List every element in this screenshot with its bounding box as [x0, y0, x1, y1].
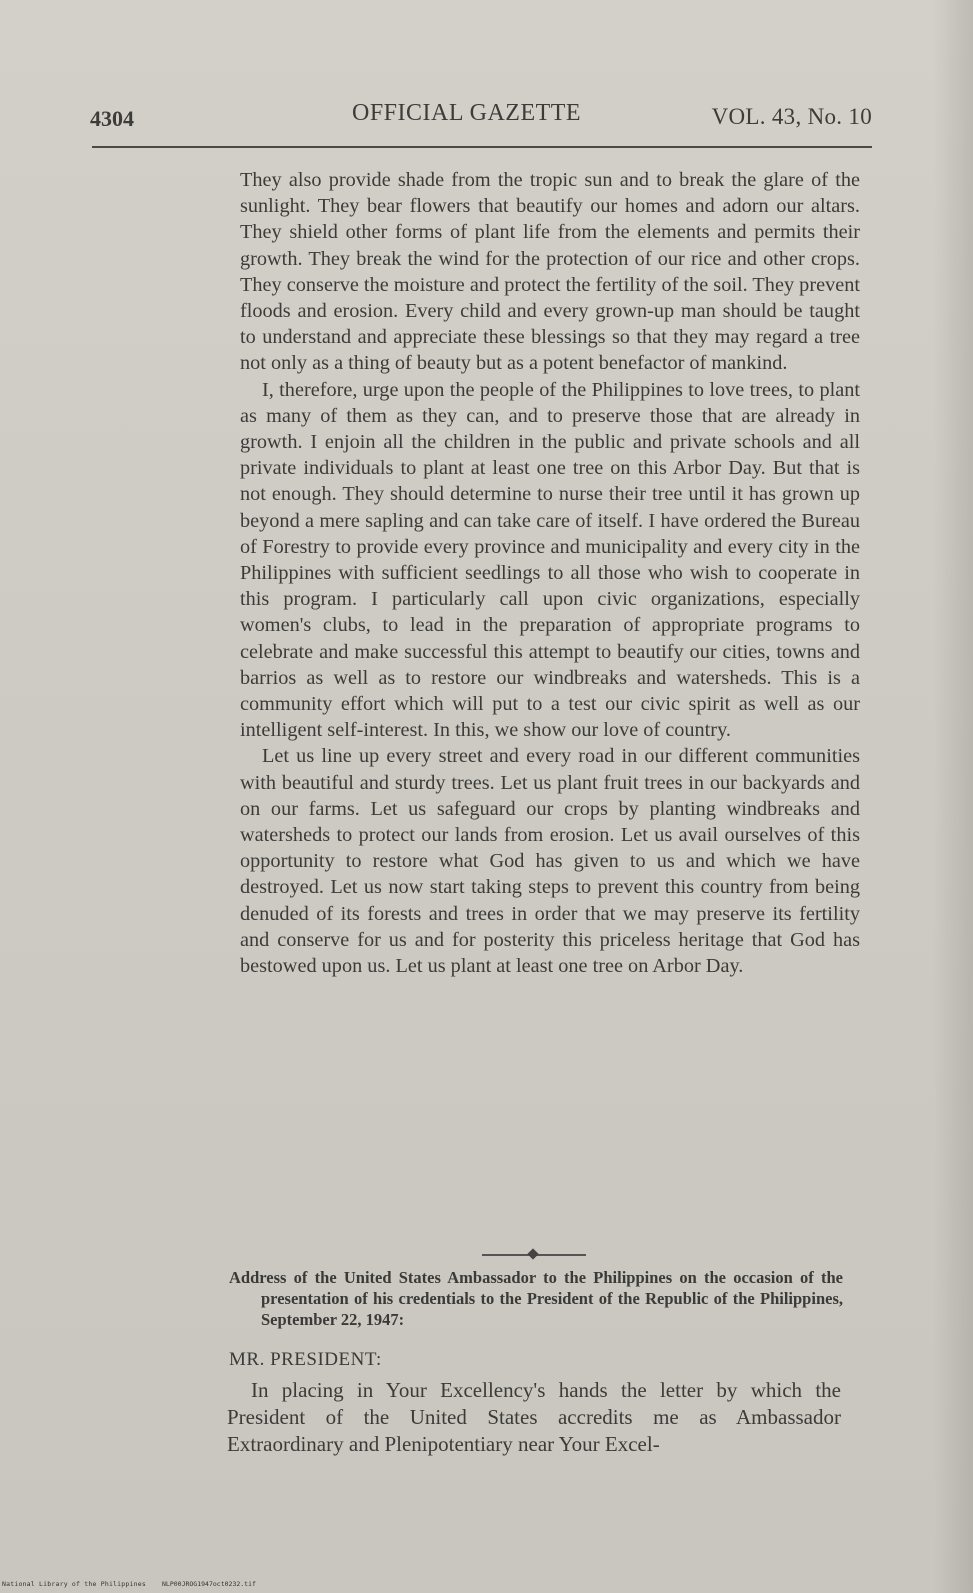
salutation: MR. PRESIDENT:	[229, 1349, 382, 1370]
address-opening-paragraph: In placing in Your Excellency's hands the letter by which the President of the United States accredits me as Ambassador Extraordinary and Plenipotentiary near Your Excel-	[227, 1378, 841, 1456]
scan-file-name: NLP00JROG1947oct0232.tif	[162, 1580, 256, 1588]
proclamation-text	[240, 167, 860, 979]
body-paragraph: Let us line up every street and every road in our different communities with beautiful and sturdy trees. Let us plant fruit trees in our backyards and on our farms. Let us safeguard our crops by planting windbreaks and watersheds to protect our lands from erosion. Let us avail ourselves of this opportunity to restore what God has given to us and which we have destroyed. Let us now start taking steps to prevent this country from being denuded of its forests and trees in order that we may preserve its fertility and conserve for us and for posterity this priceless heritage that God has bestowed upon us. Let us plant at least one tree on Arbor Day.	[240, 745, 860, 978]
volume-number: VOL. 43, No. 10	[711, 104, 872, 129]
scan-credit: National Library of the Philippines	[2, 1580, 146, 1588]
page-number: 4304	[90, 106, 134, 131]
section-separator	[482, 1253, 586, 1257]
header-rule	[92, 146, 872, 148]
page-header	[90, 98, 872, 138]
body-paragraph: I, therefore, urge upon the people of the Philippines to love trees, to plant as many of them as they can, and to preserve those that are already in growth. I enjoin all the children in the public and private schools and all private individuals to plant at least one tree on this Arbor Day. But that is not enough. They should determine to nurse their tree until it has grown up beyond a mere sapling and can take care of itself. I have ordered the Bureau of Forestry to provide every province and municipality and every city in the Philippines with sufficient seedlings to all those who wish to cooperate in this program. I particularly call upon civic organizations, especially women's clubs, to lead in the preparation of appropriate programs to celebrate and make successful this attempt to beautify our cities, towns and barrios as well as to restore our windbreaks and watersheds. This is a community effort which will put to a test our civic spirit as well as our intelligent self-interest. In this, we show our love of country.	[240, 378, 860, 742]
journal-title: OFFICIAL GAZETTE	[352, 100, 582, 126]
body-paragraph: They also provide shade from the tropic sun and to break the glare of the sunlight. They bear flowers that beautify our homes and adorn our altars. They shield other forms of plant life from the elements and permits their growth. They break the wind for the protection of our rice and other crops. They conserve the moisture and protect the fertility of the soil. They prevent floods and erosion. Every child and every grown-up man should be taught to understand and appreciate these blessings so that they may regard a tree not only as a thing of beauty but as a potent benefactor of mankind.	[240, 169, 860, 375]
address-heading-text: Address of the United States Ambassador to the Philippines on the occasion of the presentation of his credentials to the President of the Republic of the Philippines, September 22, 1947:	[229, 1268, 843, 1329]
address-heading	[229, 1267, 843, 1330]
separator-ornament-icon	[527, 1248, 538, 1259]
